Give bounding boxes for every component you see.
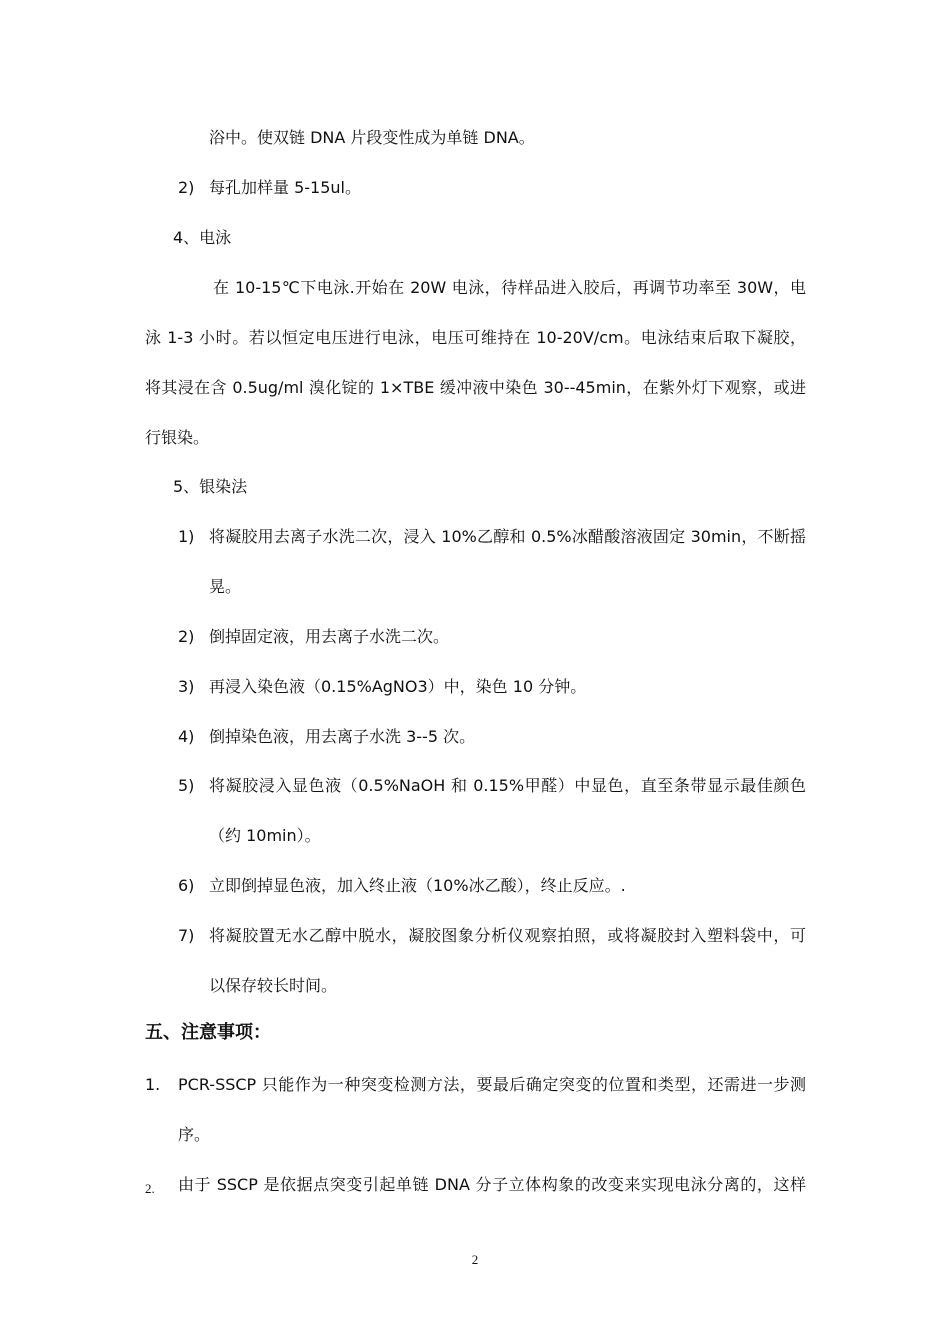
list-item-text: 将凝胶用去离子水洗二次，浸入 10%乙醇和 0.5%冰醋酸溶液固定 30min，不断摇 bbox=[209, 527, 806, 546]
list-number: 4) bbox=[178, 727, 195, 746]
paragraph-line: 泳 1-3 小时。若以恒定电压进行电泳，电压可维持在 10-20V/cm。电泳结束后取下凝胶， bbox=[145, 328, 806, 347]
list-number: 2) bbox=[178, 178, 195, 197]
list-item-text: 再浸入染色液（0.15%AgNO3）中，染色 10 分钟。 bbox=[209, 677, 587, 696]
list-item-text: 将凝胶浸入显色液（0.5%NaOH 和 0.15%甲醛）中显色，直至条带显示最佳颜色 bbox=[209, 776, 806, 795]
section-title-silver-stain: 5、银染法 bbox=[173, 477, 248, 496]
list-number: 7) bbox=[178, 926, 195, 945]
paragraph-line: 在 10-15℃下电泳.开始在 20W 电泳，待样品进入胶后，再调节功率至 30W，电 bbox=[213, 278, 806, 297]
list-item-text: 序。 bbox=[178, 1125, 211, 1144]
section-title-electrophoresis: 4、电泳 bbox=[173, 228, 232, 247]
list-number: 3) bbox=[178, 677, 195, 696]
paragraph-line: 浴中。使双链 DNA 片段变性成为单链 DNA。 bbox=[209, 128, 535, 147]
list-number: 2. bbox=[145, 1181, 155, 1196]
list-item-text: 每孔加样量 5-15ul。 bbox=[209, 178, 361, 197]
list-number: 1. bbox=[145, 1075, 161, 1094]
list-item-text: 将凝胶置无水乙醇中脱水，凝胶图象分析仪观察拍照，或将凝胶封入塑料袋中，可 bbox=[209, 926, 806, 945]
page-number: 2 bbox=[471, 1252, 479, 1267]
paragraph-line: 行银染。 bbox=[145, 428, 210, 447]
list-number: 5) bbox=[178, 776, 195, 795]
list-number: 2) bbox=[178, 627, 195, 646]
list-item-text: 以保存较长时间。 bbox=[209, 976, 338, 995]
list-item-text: 倒掉固定液，用去离子水洗二次。 bbox=[209, 627, 450, 646]
paragraph-line: 将其浸在含 0.5ug/ml 溴化锭的 1×TBE 缓冲液中染色 30--45min，在紫外灯下观察，或进 bbox=[145, 378, 806, 397]
list-number: 1) bbox=[178, 527, 195, 546]
list-item-text: （约 10min）。 bbox=[209, 826, 321, 845]
list-item-text: 倒掉染色液，用去离子水洗 3--5 次。 bbox=[209, 727, 476, 746]
list-item-text: 立即倒掉显色液，加入终止液（10%冰乙酸），终止反应。. bbox=[209, 876, 626, 895]
list-number: 6) bbox=[178, 876, 195, 895]
list-item-text: 由于 SSCP 是依据点突变引起单链 DNA 分子立体构象的改变来实现电泳分离的，这样 bbox=[178, 1175, 806, 1194]
section-heading-precautions: 五、注意事项： bbox=[145, 1022, 271, 1043]
list-item-text: PCR-SSCP 只能作为一种突变检测方法，要最后确定突变的位置和类型，还需进一步测 bbox=[178, 1075, 806, 1094]
list-item-text: 晃。 bbox=[209, 577, 242, 596]
